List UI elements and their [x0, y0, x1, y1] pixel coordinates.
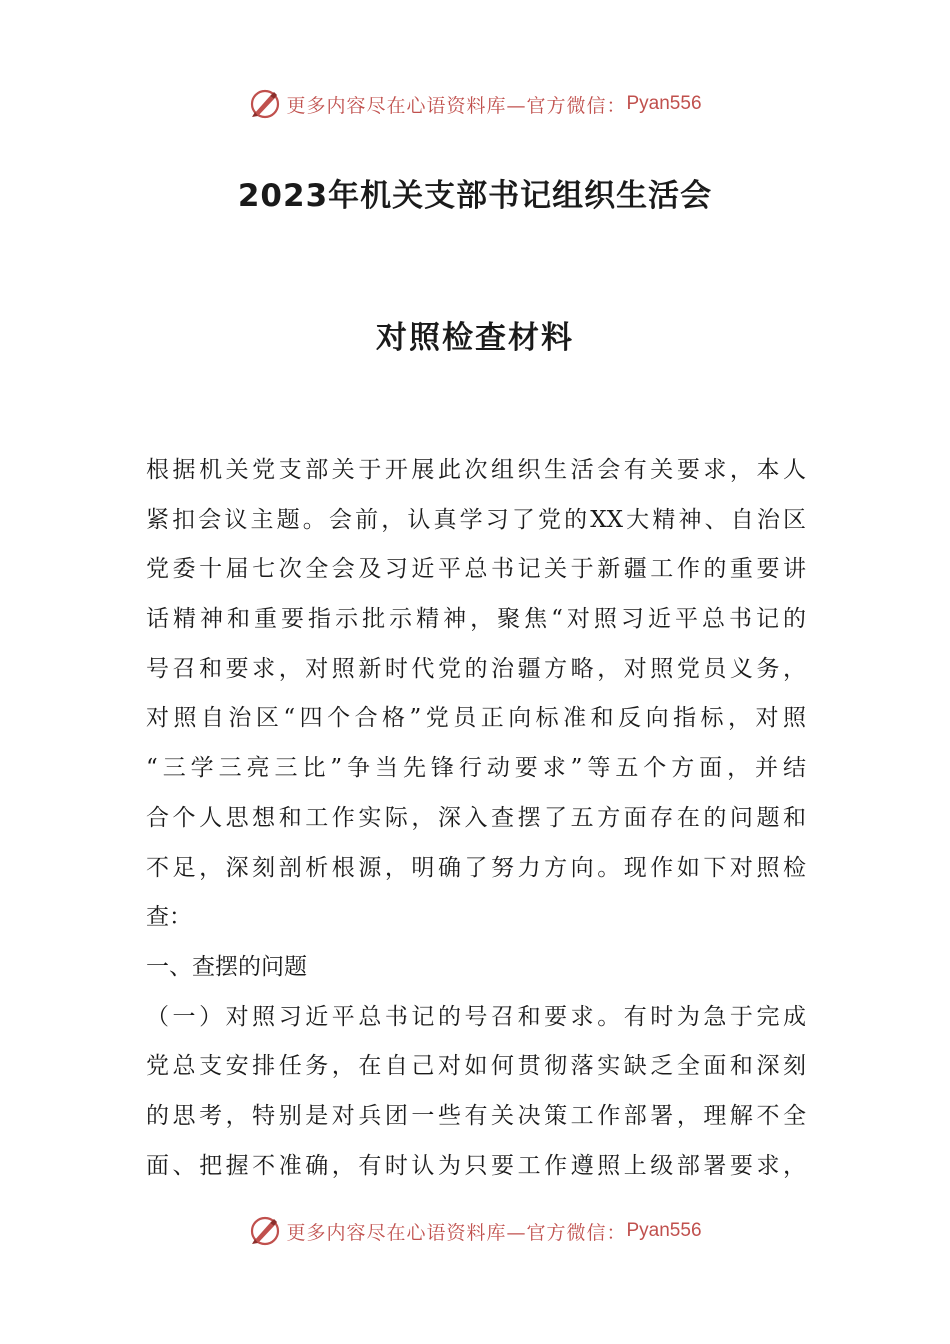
document-title-line2: 对照检查材料 [376, 320, 574, 356]
document-title-line1: 2023年机关支部书记组织生活会 [237, 178, 713, 214]
pen-circle-logo-icon [248, 87, 282, 121]
section-heading: 一、查摆的问题 [146, 953, 307, 980]
body-line: 不足，深刻剖析根源，明确了努力方向。现作如下对照检 [146, 854, 806, 881]
body-line: 党总支安排任务，在自己对如何贯彻落实缺乏全面和深刻 [146, 1053, 806, 1080]
watermark-text: 更多内容尽在心语资料库—官方微信： [286, 94, 627, 117]
body-line: 查： [146, 904, 192, 931]
body-line: 合个人思想和工作实际，深入查摆了五方面存在的问题和 [146, 804, 806, 831]
watermark-wechat-id: Pyan556 [626, 93, 702, 114]
watermark-text: 更多内容尽在心语资料库—官方微信： [286, 1221, 627, 1244]
body-line: 紧扣会议主题。会前，认真学习了党的XX大精神、自治区 [146, 506, 806, 533]
watermark-footer [0, 1211, 950, 1251]
body-line: 对照自治区“四个合格”党员正向标准和反向指标，对照 [146, 705, 806, 732]
pen-circle-logo-icon [248, 1214, 282, 1248]
body-line: “三学三亮三比”争当先锋行动要求”等五个方面，并结 [146, 755, 806, 782]
body-line: （一）对照习近平总书记的号召和要求。有时为急于完成 [146, 1003, 806, 1030]
body-line: 面、把握不准确，有时认为只要工作遵照上级部署要求， [146, 1152, 806, 1179]
body-line: 的思考，特别是对兵团一些有关决策工作部署，理解不全 [146, 1102, 806, 1129]
body-line: 话精神和重要指示批示精神，聚焦“对照习近平总书记的 [146, 606, 806, 633]
watermark-wechat-id: Pyan556 [626, 1220, 702, 1241]
document-body [146, 446, 806, 1191]
body-line: 根据机关党支部关于开展此次组织生活会有关要求，本人 [146, 457, 806, 483]
body-line: 号召和要求，对照新时代党的治疆方略，对照党员义务， [146, 655, 806, 682]
watermark-header [0, 84, 950, 124]
body-line: 党委十届七次全会及习近平总书记关于新疆工作的重要讲 [146, 556, 806, 583]
